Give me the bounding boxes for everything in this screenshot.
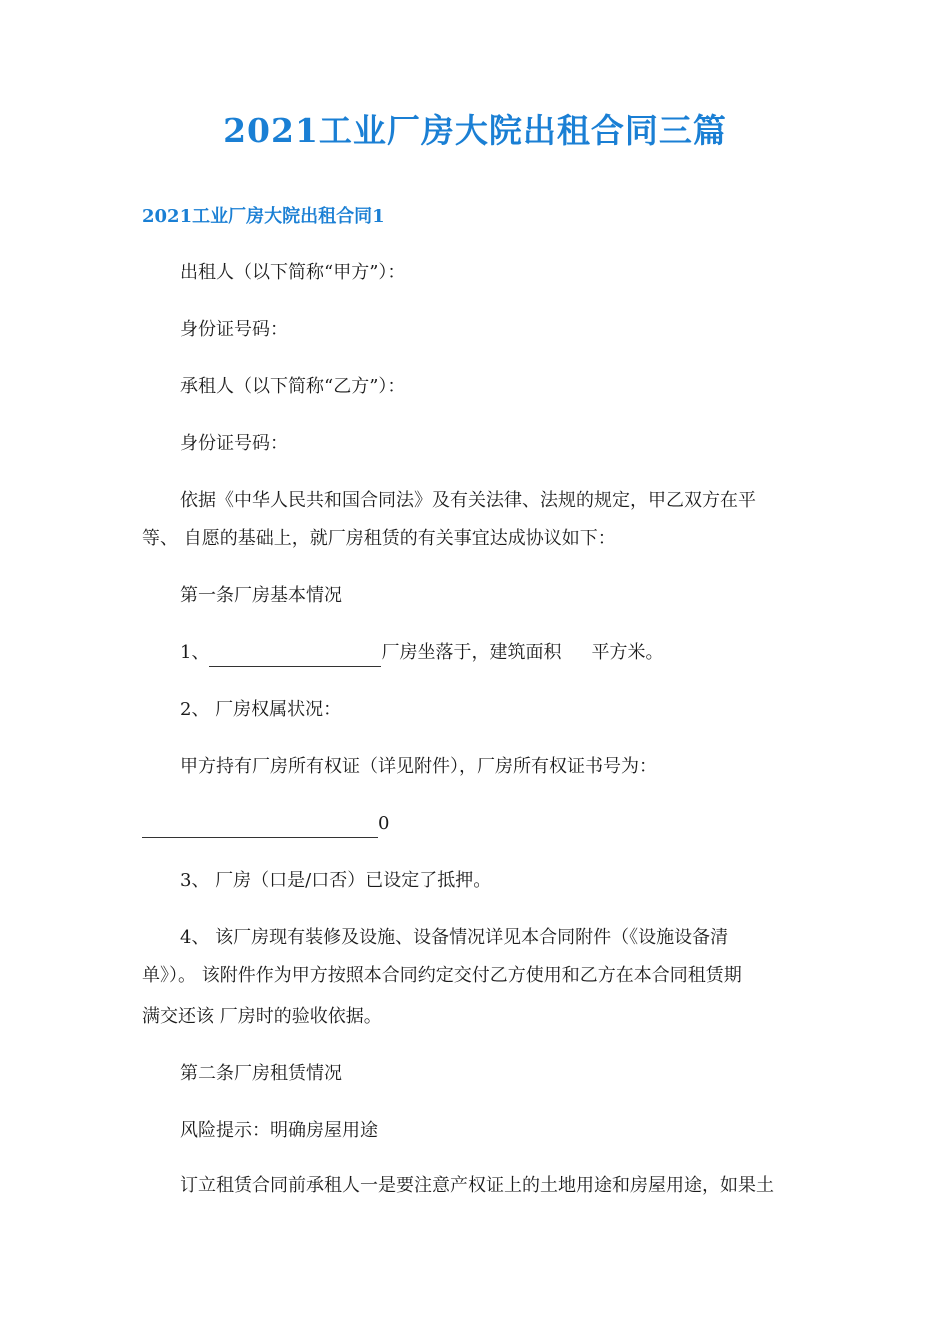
lessee-id-line: 身份证号码：: [180, 433, 288, 454]
ownership-line: 甲方持有厂房所有权证（详见附件），厂房所有权证书号为：: [180, 756, 657, 777]
risk-text: 订立租赁合同前承租人一是要注意产权证上的土地用途和房屋用途，如果土: [180, 1175, 774, 1196]
article-2-title: 第二条厂房租赁情况: [180, 1063, 342, 1084]
item-4-line-1: 4、 该厂房现有装修及设施、设备情况详见本合同附件（《设施设备清: [180, 927, 729, 948]
certificate-suffix: 0: [378, 813, 390, 834]
item-3: 3、 厂房（口是/口否）已设定了抵押。: [180, 870, 492, 891]
certificate-blank: [142, 817, 378, 838]
item-1-suffix: 平方米。: [591, 642, 664, 663]
item-4-line-2: 单》）。 该附件作为甲方按照本合同约定交付乙方使用和乙方在本合同租赁期: [142, 965, 742, 986]
location-blank: [209, 646, 381, 667]
section-heading: 2021工业厂房大院出租合同1: [142, 206, 385, 227]
risk-title: 风险提示：明确房屋用途: [180, 1120, 378, 1141]
item-2: 2、 厂房权属状况：: [180, 699, 342, 720]
item-1-mid: 厂房坐落于，建筑面积: [381, 642, 562, 663]
certificate-number-line: [142, 810, 389, 838]
preamble-line-1: 依据《中华人民共和国合同法》及有关法律、法规的规定，甲乙双方在平: [180, 490, 756, 511]
lessor-line: 出租人（以下简称“甲方”）：: [180, 262, 406, 283]
preamble-line-2: 等、 自愿的基础上，就厂房租赁的有关事宜达成协议如下：: [142, 528, 616, 549]
item-1-prefix: 1、: [180, 642, 210, 663]
item-4-line-3: 满交还该 厂房时的验收依据。: [142, 1006, 382, 1027]
item-1: [180, 639, 663, 667]
lessee-line: 承租人（以下简称“乙方”）：: [180, 376, 406, 397]
document-title: 2021工业厂房大院出租合同三篇: [223, 111, 727, 150]
lessor-id-line: 身份证号码：: [180, 319, 288, 340]
article-1-title: 第一条厂房基本情况: [180, 585, 342, 606]
